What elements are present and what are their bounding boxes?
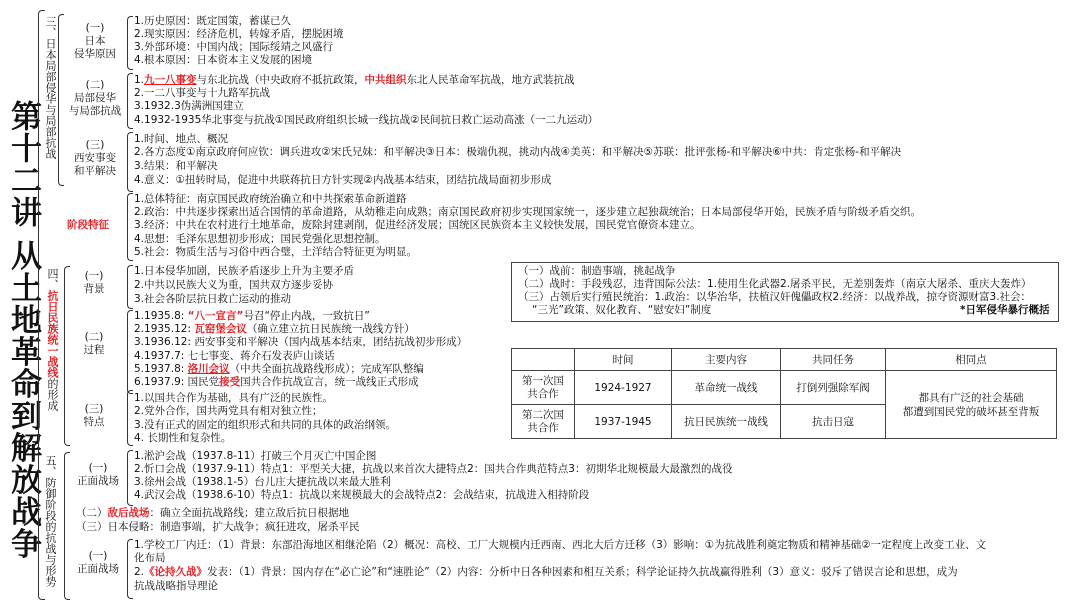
local-3: 3.1932.3伪满洲国建立 xyxy=(134,100,244,112)
feature-3: 3.没有正式的固定的组织形式和共同的具体的政治纲领。 xyxy=(134,419,397,431)
section-4-highlight: 抗日民族统一战线 xyxy=(46,290,59,378)
front2-2-text: 发表：（1）背景：国内存在“必亡论”和“速胜论”（2）内容：分析中日各种因素和相互关系；科学论证持久抗战赢得胜利（3）意义：驳斥了错误言论和思想，成为 xyxy=(207,566,958,578)
process-1-date: 1.1935.8: xyxy=(134,310,188,322)
front2-1b: 化布局 xyxy=(134,552,166,564)
process-5-date: 5.1937.8: xyxy=(134,363,188,375)
sub-background xyxy=(70,270,118,296)
enemy-rear-text: ：确立全面抗战路线；建立敌后抗日根据地 xyxy=(149,507,349,519)
stage-4: 4.思想：毛泽东思想初步形成；国民党强化思想控制。 xyxy=(134,233,386,245)
japan-aggression: （三）日本侵略：制造事端，扩大战争；疯狂进攻，屠杀平民 xyxy=(76,521,360,533)
section-4-suffix: 的形成 xyxy=(46,378,59,411)
sub-features xyxy=(70,403,118,429)
feature-2: 2.党外合作，国共两党具有相对独立性； xyxy=(134,405,323,417)
front2-2b: 抗战战略指导理论 xyxy=(134,580,218,592)
table-cell xyxy=(512,405,575,439)
sub-front-2-text: (一) 正面战场 xyxy=(77,550,119,575)
atrocity-note: *日军侵华暴行概括 xyxy=(960,304,1050,316)
sub-xian-incident-text: (三) 西安事变 和平解决 xyxy=(74,139,116,177)
local-1-c: 与东北抗战（中央政府不抵抗政策， xyxy=(196,74,365,86)
cooperation-table xyxy=(511,348,1057,439)
reason-1: 1.历史原因：既定国策，蓄谋已久 xyxy=(134,15,292,27)
front1-2: 2.忻口会战（1937.9-11）特点1：平型关大捷，抗战以来首次大捷特点2：国共合作典范特点3：初期华北规模最大最激烈的战役 xyxy=(134,463,733,475)
enemy-rear-num: （二） xyxy=(76,507,108,519)
table-row xyxy=(512,371,1057,405)
table-cell xyxy=(512,371,575,405)
page-title: 第十二讲 从土地革命到解放战争 xyxy=(5,100,41,560)
front1-1: 1.淞沪会战（1937.8-11）打破三个月灭亡中国企图 xyxy=(134,450,377,462)
sub-features-text: (三) 特点 xyxy=(83,403,105,428)
front2-2 xyxy=(134,566,958,579)
process-3: 3.1936.12: 西安事变和平解决（国内战基本结束，团结抗战初步形成） xyxy=(134,336,468,348)
stage-1: 1.总体特征：南京国民政府统治确立和中共探索革命新道路 xyxy=(134,193,407,205)
feature-1: 1.以国共合作为基础，具有广泛的民族性。 xyxy=(134,392,334,404)
sub-front-1 xyxy=(70,462,126,488)
process-1-highlight: “八一宣言” xyxy=(187,310,244,322)
sub-local-war-text: (二) 局部侵华 与局部抗战 xyxy=(68,79,122,117)
process-6-text: 国共合作抗战宣言，统一战线正式形成 xyxy=(240,376,419,388)
sub-background-text: (一) 背景 xyxy=(83,270,105,295)
brace-features xyxy=(127,390,133,446)
process-2-text: （确立建立抗日民族统一战线方针） xyxy=(246,323,415,335)
local-2: 2.一二八事变与十九路军抗战 xyxy=(134,87,271,99)
bg-1: 1.日本侵华加剧，民族矛盾逐步上升为主要矛盾 xyxy=(134,265,355,277)
sub-process xyxy=(70,331,118,357)
sub-stage-features: 阶段特征 xyxy=(67,219,109,231)
process-6-date: 6.1937.9: 国民党 xyxy=(134,376,220,388)
local-1-cpc: 中共组织 xyxy=(364,74,407,86)
xian-3: 3.结果：和平解决 xyxy=(134,160,218,172)
table-cell: 1924-1927 xyxy=(575,371,672,405)
local-1-e: 东北人民革命军抗战，地方武装抗战 xyxy=(406,74,575,86)
front2-1: 1.学校工厂内迁：（1）背景：东部沿海地区相继沦陷（2）概况：高校、工厂大规模内迁西南、西北大后方迁移（3）影响：①为抗战胜利奠定物质和精神基础②一定程度上改变工业、文 xyxy=(134,539,987,551)
process-4: 4.1937.7: 七七事变、蒋介石发表庐山谈话 xyxy=(134,350,335,362)
atrocity-4: “三光”政策、奴化教育、“慰安妇”制度 xyxy=(532,304,712,316)
stage-5: 5.社会：物质生活与习俗中西合璧，土洋结合特征更为明显。 xyxy=(134,246,418,258)
brace-stage xyxy=(127,193,133,261)
sub-japan-reasons xyxy=(64,22,126,61)
brace-local xyxy=(127,73,133,129)
table-cell-text: 第二次国共合作 xyxy=(522,408,564,434)
process-5-text: （中共全面抗战路线形成）；完成军队整编 xyxy=(229,363,424,375)
brace-reasons xyxy=(127,16,133,70)
table-cell: 抗击日寇 xyxy=(781,405,886,439)
xian-4: 4.意义：①扭转时局，促进中共联蒋抗日方针实现②内战基本结束，团结抗战局面初步形成 xyxy=(134,174,552,186)
reason-3: 3.外部环境：中国内战；国际绥靖之风盛行 xyxy=(134,41,334,53)
enemy-rear-highlight: 敌后战场 xyxy=(107,507,150,519)
sub-xian-incident xyxy=(64,139,126,178)
local-1-a: 1. xyxy=(134,74,145,86)
process-6-highlight: 接受 xyxy=(219,376,241,388)
atrocity-1: （一）战前：制造事端，挑起战争 xyxy=(518,265,676,277)
table-header: 时间 xyxy=(575,349,672,371)
table-header xyxy=(512,349,575,371)
table-cell: 抗日民族统一战线 xyxy=(672,405,781,439)
process-1 xyxy=(134,310,370,323)
bg-3: 3.社会各阶层抗日救亡运动的推动 xyxy=(134,293,292,305)
table-cell-text: 第一次国共合作 xyxy=(522,374,564,400)
table-header: 共同任务 xyxy=(781,349,886,371)
sub-japan-reasons-text: (一) 日本 侵华原因 xyxy=(74,22,116,60)
brace-front-2 xyxy=(127,539,133,599)
brace-front-1 xyxy=(127,450,133,506)
local-4: 4.1932-1935华北事变与抗战①国民政府组织长城一线抗战②民间抗日救亡运动高涨（一二九运动） xyxy=(134,114,599,126)
sub-process-text: (二) 过程 xyxy=(83,331,105,356)
xian-1: 1.时间、地点、概况 xyxy=(134,133,229,145)
local-1 xyxy=(134,74,575,87)
feature-4: 4. 长期性和复杂性。 xyxy=(134,432,232,444)
process-2 xyxy=(134,323,415,336)
brace-process xyxy=(127,310,133,394)
process-6 xyxy=(134,376,419,389)
process-2-highlight: 瓦窑堡会议 xyxy=(194,323,247,335)
table-cell: 革命统一战线 xyxy=(672,371,781,405)
section-5-label: 五、防御阶段的抗战与形势 xyxy=(44,455,57,587)
atrocity-3: （三）占领后实行殖民统治：1.政治：以华治华，扶植汉奸傀儡政权2.经济：以战养战，掠夺资源财富3.社会： xyxy=(518,291,1032,303)
reason-2: 2.现实原因：经济危机，转嫁矛盾，摆脱困境 xyxy=(134,28,344,40)
sub-local-war xyxy=(64,79,126,118)
stage-3: 3.经济：中共在农村进行土地革命，废除封建剥削，促进经济发展；国统区民族资本主义较快发展，国民党官僚资本建立。 xyxy=(134,219,701,231)
process-2-date: 2.1935.12: xyxy=(134,323,195,335)
section-4-label xyxy=(44,268,58,411)
table-cell: 1937-1945 xyxy=(575,405,672,439)
process-1-text: 号召“停止内战，一致抗日” xyxy=(243,310,370,322)
reason-4: 4.根本原因：日本资本主义发展的困境 xyxy=(134,54,313,66)
bg-2: 2.中共以民族大义为重，国共双方逐步妥协 xyxy=(134,279,334,291)
table-cell-common xyxy=(886,371,1057,439)
table-header: 主要内容 xyxy=(672,349,781,371)
table-common-text: 都具有广泛的社会基础 都遭到国民党的破坏甚至背叛 xyxy=(902,391,1040,418)
process-5 xyxy=(134,363,424,376)
enemy-rear xyxy=(76,507,349,520)
table-cell: 打倒列强除军阀 xyxy=(781,371,886,405)
section-3-label: 三、日本局部侵华与局部抗战 xyxy=(44,16,57,159)
brace-xian xyxy=(127,132,133,192)
front2-2-num: 2. xyxy=(134,566,145,578)
process-5-highlight: 洛川会议 xyxy=(187,363,230,375)
front1-4: 4.武汉会战（1938.6-10）特点1：抗战以来规模最大的会战特点2：会战结束，抗战进入相持阶段 xyxy=(134,489,590,501)
front2-2-highlight: 《论持久战》 xyxy=(144,566,208,578)
section-4-prefix: 四、 xyxy=(46,268,59,290)
table-header: 相同点 xyxy=(886,349,1057,371)
xian-2: 2.各方态度①南京政府何应钦：调兵进攻②宋氏兄妹：和平解决③日本：极端仇视，挑动内战④美英：和平解决⑤苏联：批评张杨-和平解决⑥中共：肯定张杨-和平解决 xyxy=(134,146,902,158)
brace-background xyxy=(127,265,133,309)
stage-2: 2.政治：中共逐步探索出适合国情的革命道路，从幼稚走向成熟；南京国民政府初步实现国家统一，逐步建立起独裁统治；日本局部侵华开始，民族矛盾与阶级矛盾交织。 xyxy=(134,206,922,218)
local-1-incident: 九一八事变 xyxy=(144,74,197,86)
front1-3: 3.徐州会战（1938.1-5）台儿庄大捷抗战以来最大胜利 xyxy=(134,476,391,488)
sub-front-2 xyxy=(70,550,126,576)
table-header-row xyxy=(512,349,1057,371)
atrocity-2: （二）战时：手段残忍，违背国际公法：1.使用生化武器2.屠杀平民，无差别轰炸（南京大屠杀、重庆大轰炸） xyxy=(518,278,1032,290)
sub-front-1-text: (一) 正面战场 xyxy=(77,462,119,487)
